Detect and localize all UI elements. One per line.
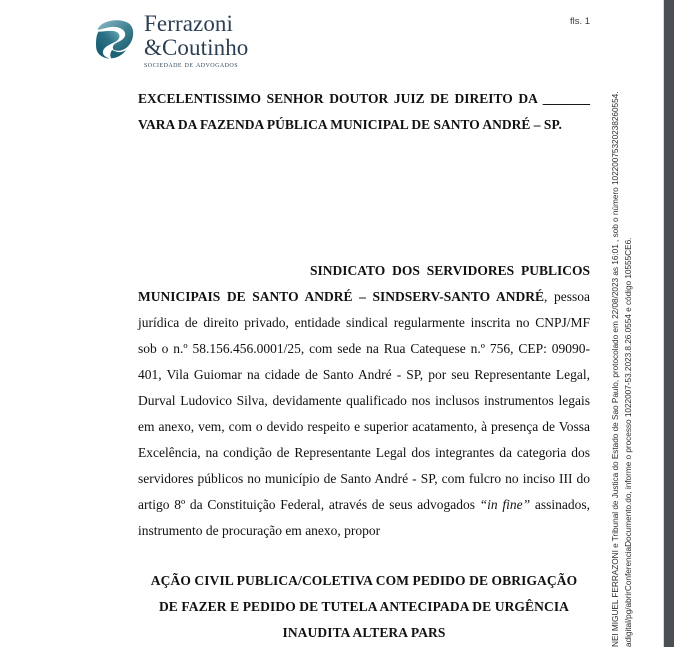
action-title-line-3: INAUDITA ALTERA PARS [282,625,446,640]
document-body [138,86,590,544]
party-qualification-paragraph [138,258,590,544]
qualification-text-part-1: , pessoa jurídica de direito privado, entidade sindical regularmente inscrita no CNPJ/MF sob o n.º 58.156.456.0001/25, com sede na Rua Catequese n.º 756, CEP: 09090-401, Vila Guiomar na cidade de Santo André - SP, por seu Representante Legal, Durval Ludovico Silva, devidamente qualificado nos inclusos instrumentos legais em anexo, vem, com o devido respeito e superior acatamento, à presença de Vossa Excelência, na condição de Representante Legal dos integrantes da categoria dos servidores públicos no município de Santo André - SP, com fulcro no inciso III do artigo 8º da Constituição Federal, através de seus advogados [138,289,590,512]
electronic-protocol-stamp [610,0,663,647]
action-title-line-2: DE FAZER E PEDIDO DE TUTELA ANTECIPADA DE URGÊNCIA [158,599,570,614]
blank-spacer [138,138,590,258]
action-title-block [138,568,590,646]
action-title-line-1: AÇÃO CIVIL PUBLICA/COLETIVA COM PEDIDO DE OBRIGAÇÃO [150,573,578,588]
brand-line-2: &Coutinho [144,35,249,60]
viewer-scrollbar[interactable] [664,0,674,647]
brand-wordmark [144,12,248,69]
court-heading: EXCELENTISSIMO SENHOR DOUTOR JUIZ DE DIREITO DA _______ VARA DA FAZENDA PÚBLICA MUNICIPAL DE SANTO ANDRÉ – SP. [138,91,590,132]
party-name: SINDICATO DOS SERVIDORES PUBLICOS MUNICIPAIS DE SANTO ANDRÉ – SINDSERV-SANTO ANDRÉ [138,263,590,304]
qualification-latin-term: “in fine” [479,497,531,512]
stamp-line-2: adigital/pg/abrirConferenciaDocumento.do, informe o processo 1022007-53.2023.8.26.0554 e código 10555CE6. [623,237,633,647]
folio-number: fls. 1 [569,16,590,27]
stamp-line-1: NEI MIGUEL FERRAZONI e Tribunal de Justica do Estado de Sao Paulo, protocolado em 22/08/2023 as 16:01 , sob o número 10220075320238260554. [610,91,620,647]
qualification-text-part-2: assinados, instrumento de procuração em anexo, propor [138,497,590,538]
letterhead [92,12,352,70]
ferrazoni-coutinho-logo-mark [92,16,138,62]
brand-line-1: Ferrazoni [144,11,234,36]
brand-tagline: sociedade de advogados [144,60,238,69]
